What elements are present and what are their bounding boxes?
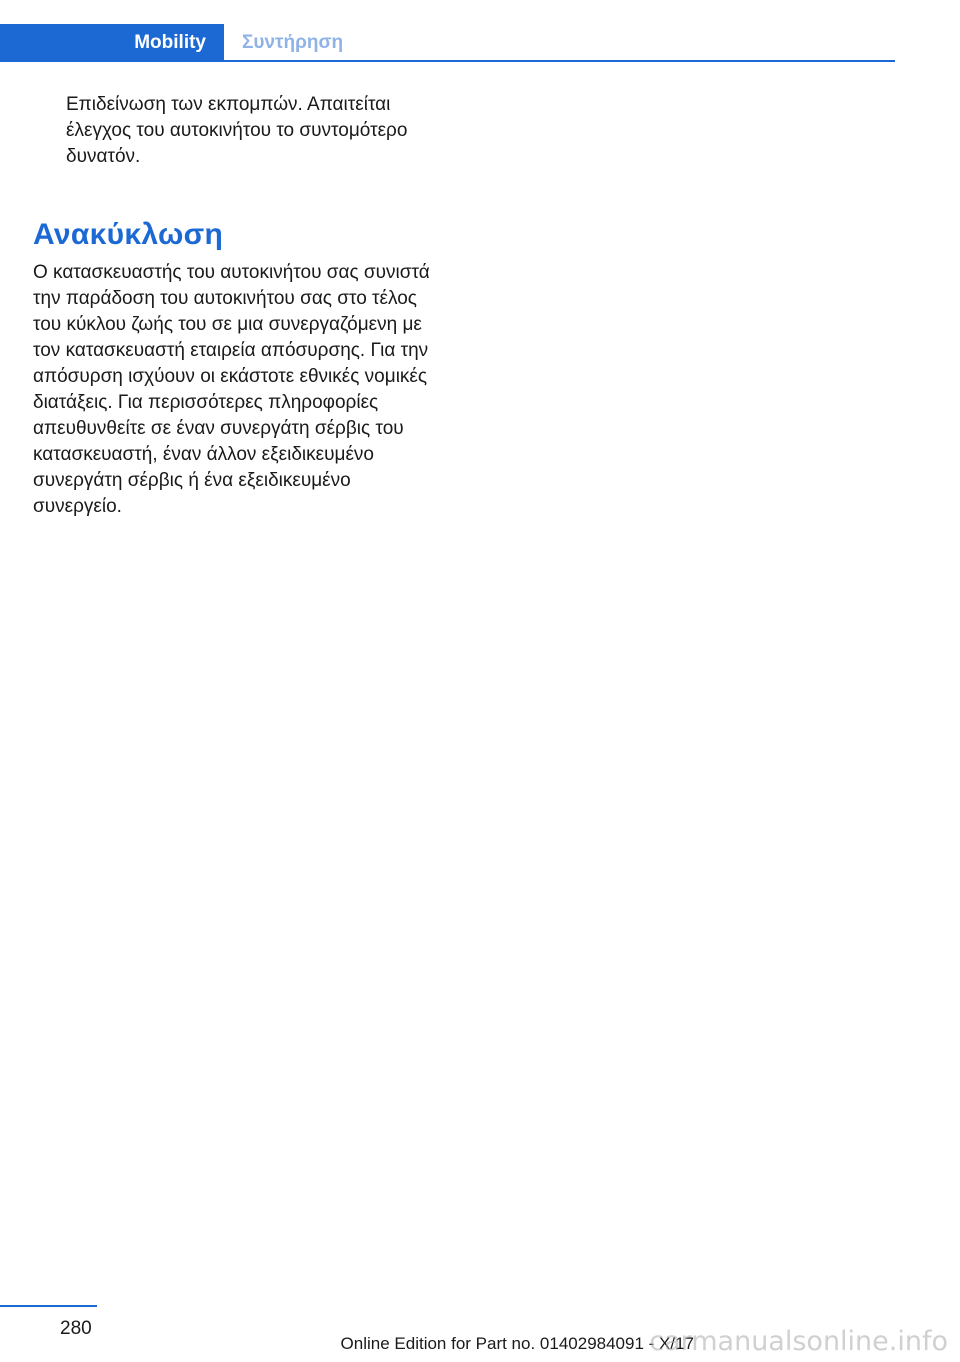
header-divider bbox=[0, 60, 895, 62]
chapter-header bbox=[0, 24, 895, 62]
section-heading: Ανακύκλωση bbox=[33, 218, 224, 251]
page-number: 280 bbox=[60, 1318, 92, 1339]
recycling-paragraph: Ο κατασκευαστής του αυτοκινήτου σας συνιστά την παράδοση του αυτοκινήτου σας στο τέλος του κύκλου ζωής του σε μια συνεργαζόμενη με τον κατασκευαστή εταιρεία απόσυρσης. Για την απόσυρση ισχύουν οι εκάστοτε εθνικές νομικές διατάξεις. Για περισσότερες πληροφορίες απευθυνθείτε σε έναν συνεργάτη σέρβις του κατασκευαστή, έναν άλλον εξειδικευμένο συνεργάτη σέρβις ή ένα εξειδικευμένο συνεργείο. bbox=[33, 262, 430, 517]
footer-divider bbox=[0, 1305, 97, 1307]
edition-info: Online Edition for Part no. 01402984091 - X/17 bbox=[340, 1334, 694, 1353]
tab-mobility[interactable] bbox=[0, 24, 224, 62]
intro-paragraph: Επιδείνωση των εκπομπών. Απαιτείται έλεγχος του αυτοκινήτου το συντομότερο δυνατόν. bbox=[66, 94, 408, 167]
page-content bbox=[33, 92, 453, 520]
tab-mobility-label: Mobility bbox=[134, 32, 206, 53]
tab-maintenance[interactable] bbox=[242, 24, 343, 62]
watermark: carmanualsonline.info bbox=[649, 1326, 948, 1357]
tab-maintenance-label: Συντήρηση bbox=[242, 32, 344, 53]
